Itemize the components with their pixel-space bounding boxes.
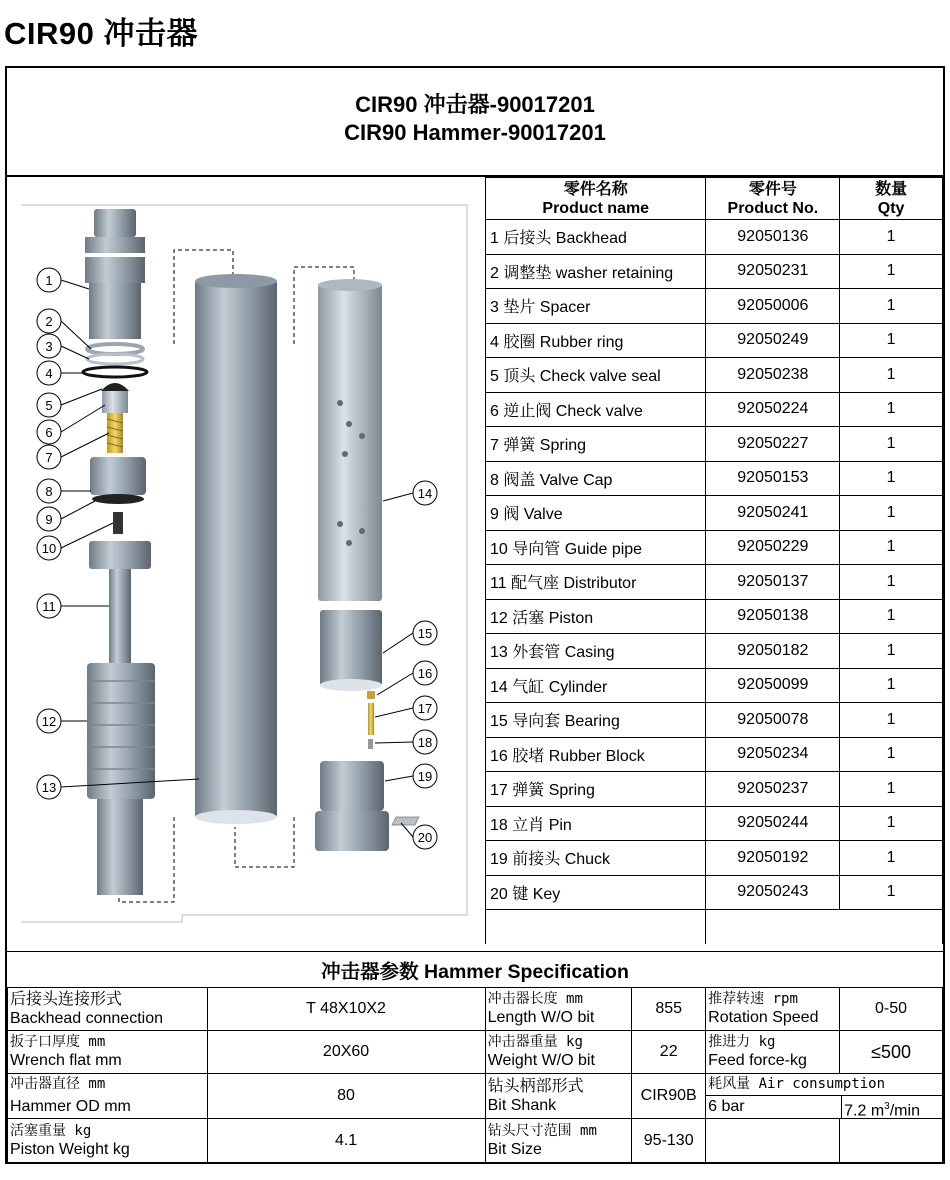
callout-18 bbox=[413, 730, 437, 754]
od-label: 冲击器直径 mm Hammer OD mm bbox=[8, 1074, 208, 1119]
air-row bbox=[706, 1096, 942, 1118]
part-number: 92050231 bbox=[706, 254, 840, 289]
svg-text:5: 5 bbox=[45, 398, 53, 413]
svg-text:12: 12 bbox=[41, 714, 57, 729]
table-row bbox=[486, 599, 943, 634]
table-row bbox=[486, 289, 943, 324]
part-number: 92050238 bbox=[706, 358, 840, 393]
part-number: 92050227 bbox=[706, 427, 840, 462]
callout-4 bbox=[37, 361, 61, 385]
svg-text:14: 14 bbox=[417, 486, 433, 501]
piston-weight-value: 4.1 bbox=[207, 1119, 485, 1164]
part-number: 92050006 bbox=[706, 289, 840, 324]
part-name: 16 胶堵 Rubber Block bbox=[486, 737, 706, 772]
part-number: 92050153 bbox=[706, 461, 840, 496]
callout-1 bbox=[37, 268, 61, 292]
callout-9 bbox=[37, 507, 61, 531]
table-row bbox=[486, 392, 943, 427]
callout-13 bbox=[37, 775, 61, 799]
parts-table-header bbox=[486, 178, 943, 220]
svg-text:8: 8 bbox=[45, 484, 53, 499]
part-number: 92050243 bbox=[706, 875, 840, 910]
part-number: 92050099 bbox=[706, 668, 840, 703]
part-number: 92050249 bbox=[706, 323, 840, 358]
piston-weight-label: 活塞重量 kg Piston Weight kg bbox=[8, 1119, 208, 1164]
bitsize-label: 钻头尺寸范围 mm Bit Size bbox=[485, 1119, 632, 1164]
part-name: 13 外套管 Casing bbox=[486, 634, 706, 669]
table-row bbox=[486, 841, 943, 876]
svg-text:11: 11 bbox=[42, 599, 56, 614]
part-number: 92050234 bbox=[706, 737, 840, 772]
drawing-frame bbox=[5, 66, 945, 1164]
svg-text:3: 3 bbox=[45, 339, 53, 354]
spec-table bbox=[7, 987, 943, 1164]
part-qty: 1 bbox=[840, 427, 943, 462]
part-name: 20 键 Key bbox=[486, 875, 706, 910]
part-qty: 1 bbox=[840, 254, 943, 289]
shank-label: 钻头柄部形式 Bit Shank bbox=[485, 1074, 632, 1119]
callout-20 bbox=[413, 825, 437, 849]
part-name: 7 弹簧 Spring bbox=[486, 427, 706, 462]
callout-6 bbox=[37, 420, 61, 444]
part-qty: 1 bbox=[840, 841, 943, 876]
weight-label: 冲击器重量 kg Weight W/O bit bbox=[485, 1031, 632, 1074]
backhead-value: T 48X10X2 bbox=[207, 988, 485, 1031]
callout-15 bbox=[413, 621, 437, 645]
table-row bbox=[486, 875, 943, 910]
callout-14 bbox=[413, 481, 437, 505]
part-qty: 1 bbox=[840, 496, 943, 531]
table-row bbox=[486, 427, 943, 462]
svg-text:1: 1 bbox=[45, 273, 53, 288]
part-number: 92050138 bbox=[706, 599, 840, 634]
part-name: 5 顶头 Check valve seal bbox=[486, 358, 706, 393]
part-name: 18 立肖 Pin bbox=[486, 806, 706, 841]
table-row bbox=[486, 461, 943, 496]
part-qty: 1 bbox=[840, 358, 943, 393]
table-row bbox=[486, 703, 943, 738]
svg-text:20: 20 bbox=[417, 830, 433, 845]
part-number: 92050224 bbox=[706, 392, 840, 427]
air-value: 7.2 $m^3/\min$ bbox=[844, 1101, 920, 1120]
spec-divider bbox=[7, 951, 943, 952]
table-row bbox=[486, 323, 943, 358]
callout-11 bbox=[37, 594, 61, 618]
part-number: 92050192 bbox=[706, 841, 840, 876]
part-number: 92050078 bbox=[706, 703, 840, 738]
callout-3 bbox=[37, 334, 61, 358]
title-box bbox=[7, 68, 943, 177]
table-row bbox=[486, 634, 943, 669]
part-qty: 1 bbox=[840, 220, 943, 255]
backhead-label: 后接头连接形式 Backhead connection bbox=[8, 988, 208, 1031]
empty-cell-1 bbox=[706, 1119, 840, 1164]
title-cn: CIR90 冲击器-90017201 bbox=[355, 92, 595, 117]
callout-8 bbox=[37, 479, 61, 503]
part-backhead bbox=[85, 209, 145, 339]
length-label: 冲击器长度 mm Length W/O bit bbox=[485, 988, 632, 1031]
part-name: 19 前接头 Chuck bbox=[486, 841, 706, 876]
callout-12 bbox=[37, 709, 61, 733]
svg-text:13: 13 bbox=[41, 780, 57, 795]
table-row bbox=[486, 668, 943, 703]
page-heading: CIR90 冲击器 bbox=[4, 16, 198, 51]
part-qty: 1 bbox=[840, 668, 943, 703]
part-qty: 1 bbox=[840, 461, 943, 496]
parts-table-spacer-row bbox=[486, 910, 943, 945]
spec-row-4 bbox=[8, 1119, 943, 1164]
part-qty: 1 bbox=[840, 392, 943, 427]
part-qty: 1 bbox=[840, 565, 943, 600]
exploded-view-diagram bbox=[7, 177, 485, 951]
rotation-value: 0-50 bbox=[840, 988, 943, 1031]
part-qty: 1 bbox=[840, 806, 943, 841]
parts-table bbox=[485, 177, 943, 944]
air-label: 耗风量 Air consumption bbox=[706, 1074, 942, 1096]
part-name: 12 活塞 Piston bbox=[486, 599, 706, 634]
svg-text:15: 15 bbox=[417, 626, 433, 641]
bitsize-value: 95-130 bbox=[632, 1119, 706, 1164]
table-row bbox=[486, 358, 943, 393]
table-row bbox=[486, 220, 943, 255]
part-name: 15 导向套 Bearing bbox=[486, 703, 706, 738]
svg-text:9: 9 bbox=[45, 512, 53, 527]
part-qty: 1 bbox=[840, 634, 943, 669]
part-name: 9 阀 Valve bbox=[486, 496, 706, 531]
spec-row-1 bbox=[8, 988, 943, 1031]
part-name: 17 弹簧 Spring bbox=[486, 772, 706, 807]
svg-text:17: 17 bbox=[417, 701, 433, 716]
callout-17 bbox=[413, 696, 437, 720]
part-number: 92050136 bbox=[706, 220, 840, 255]
callout-2 bbox=[37, 309, 61, 333]
empty-cell-2 bbox=[840, 1119, 943, 1164]
part-name: 10 导向管 Guide pipe bbox=[486, 530, 706, 565]
part-number: 92050229 bbox=[706, 530, 840, 565]
part-name: 11 配气座 Distributor bbox=[486, 565, 706, 600]
feed-label: 推进力 kg Feed force-kg bbox=[706, 1031, 840, 1074]
part-name: 3 垫片 Spacer bbox=[486, 289, 706, 324]
part-name: 1 后接头 Backhead bbox=[486, 220, 706, 255]
svg-text:18: 18 bbox=[417, 735, 433, 750]
part-qty: 1 bbox=[840, 772, 943, 807]
part-number: 92050237 bbox=[706, 772, 840, 807]
callout-16 bbox=[413, 661, 437, 685]
part-qty: 1 bbox=[840, 599, 943, 634]
spec-row-2 bbox=[8, 1031, 943, 1074]
callout-19 bbox=[413, 764, 437, 788]
table-row bbox=[486, 530, 943, 565]
header-product-name: 零件名称 Product name bbox=[486, 178, 706, 220]
part-name: 2 调整垫 washer retaining bbox=[486, 254, 706, 289]
callout-5 bbox=[37, 393, 61, 417]
shank-value: CIR90B bbox=[632, 1074, 706, 1119]
part-qty: 1 bbox=[840, 323, 943, 358]
wrench-label: 扳子口厚度 mm Wrench flat mm bbox=[8, 1031, 208, 1074]
table-row bbox=[486, 254, 943, 289]
part-qty: 1 bbox=[840, 737, 943, 772]
part-number: 92050241 bbox=[706, 496, 840, 531]
svg-text:2: 2 bbox=[45, 314, 53, 329]
table-row bbox=[486, 496, 943, 531]
svg-text:7: 7 bbox=[45, 450, 53, 465]
svg-text:4: 4 bbox=[45, 366, 53, 381]
part-name: 14 气缸 Cylinder bbox=[486, 668, 706, 703]
svg-text:19: 19 bbox=[417, 769, 433, 784]
part-qty: 1 bbox=[840, 703, 943, 738]
part-name: 8 阀盖 Valve Cap bbox=[486, 461, 706, 496]
svg-text:6: 6 bbox=[45, 425, 53, 440]
title-en: CIR90 Hammer-90017201 bbox=[344, 120, 606, 145]
svg-text:10: 10 bbox=[41, 541, 57, 556]
callout-10 bbox=[37, 536, 61, 560]
part-number: 92050244 bbox=[706, 806, 840, 841]
header-product-no: 零件号 Product No. bbox=[706, 178, 840, 220]
rotation-label: 推荐转速 rpm Rotation Speed bbox=[706, 988, 840, 1031]
header-qty: 数量 Qty bbox=[840, 178, 943, 220]
part-name: 6 逆止阀 Check valve bbox=[486, 392, 706, 427]
wrench-value: 20X60 bbox=[207, 1031, 485, 1074]
part-name: 4 胶圈 Rubber ring bbox=[486, 323, 706, 358]
air-bar: 6 bar bbox=[706, 1096, 842, 1118]
length-value: 855 bbox=[632, 988, 706, 1031]
callout-7 bbox=[37, 445, 61, 469]
spec-title: 冲击器参数 Hammer Specification bbox=[321, 961, 629, 983]
part-number: 92050137 bbox=[706, 565, 840, 600]
table-row bbox=[486, 565, 943, 600]
weight-value: 22 bbox=[632, 1031, 706, 1074]
svg-text:16: 16 bbox=[417, 666, 433, 681]
table-row bbox=[486, 772, 943, 807]
part-qty: 1 bbox=[840, 875, 943, 910]
part-qty: 1 bbox=[840, 530, 943, 565]
part-number: 92050182 bbox=[706, 634, 840, 669]
table-row bbox=[486, 806, 943, 841]
table-row bbox=[486, 737, 943, 772]
spec-row-3 bbox=[8, 1074, 943, 1119]
air-consumption-cell bbox=[706, 1074, 943, 1119]
part-qty: 1 bbox=[840, 289, 943, 324]
od-value: 80 bbox=[207, 1074, 485, 1119]
feed-value: ≤500 bbox=[840, 1031, 943, 1074]
